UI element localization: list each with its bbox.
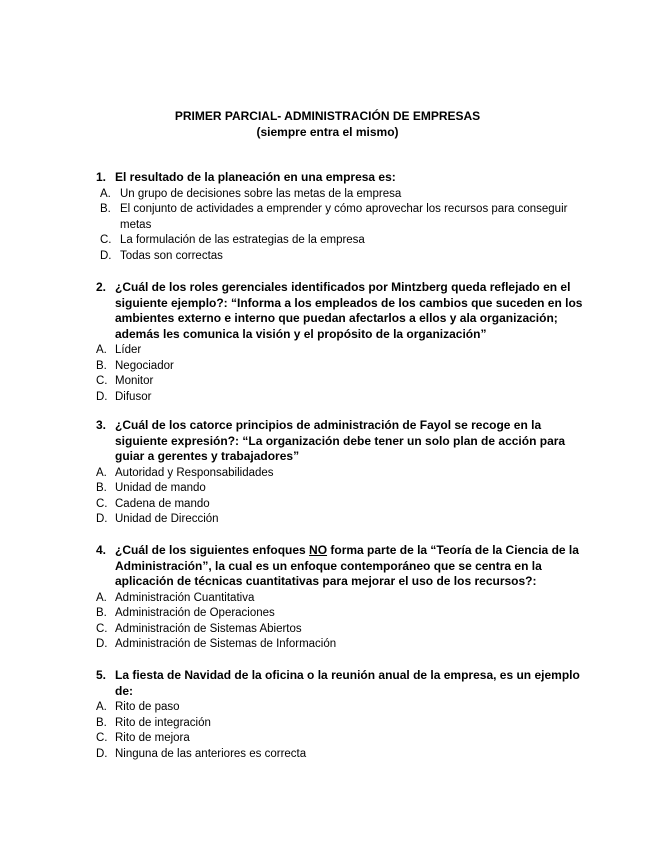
question-number: 3. bbox=[96, 418, 107, 432]
option-letter: B. bbox=[96, 716, 107, 729]
question-3 bbox=[96, 418, 586, 528]
option-text: Administración de Sistemas de Información bbox=[115, 638, 337, 650]
page-subtitle: (siempre entra el mismo) bbox=[256, 125, 399, 139]
question-number: 1. bbox=[96, 170, 107, 184]
option-text: Administración de Operaciones bbox=[115, 607, 275, 619]
question-4 bbox=[96, 543, 586, 653]
option-letter: B. bbox=[96, 359, 107, 372]
question-stem bbox=[96, 280, 586, 342]
option-d bbox=[0, 512, 586, 528]
page-title: PRIMER PARCIAL- ADMINISTRACIÓN DE EMPRESAS bbox=[174, 109, 481, 123]
option-text: Administración de Sistemas Abiertos bbox=[115, 622, 302, 635]
option-letter: D. bbox=[100, 249, 112, 262]
option-letter: D. bbox=[96, 513, 108, 525]
option-letter: C. bbox=[96, 732, 108, 744]
option-b bbox=[0, 716, 586, 732]
option-text: Un grupo de decisiones sobre las metas de la empresa bbox=[120, 187, 402, 200]
question-stem bbox=[96, 170, 586, 186]
option-text: Rito de paso bbox=[115, 701, 180, 713]
question-stem bbox=[96, 418, 586, 465]
option-d bbox=[0, 390, 586, 406]
option-letter: B. bbox=[96, 607, 107, 619]
option-letter: A. bbox=[100, 187, 111, 200]
question-5 bbox=[96, 668, 586, 762]
question-number: 5. bbox=[96, 668, 107, 682]
question-text-part: forma parte de la “Teoría de la Ciencia de la Administración”, la cual es un enfoque contemporáneo que se centra en la aplicación de técnicas cuantitativas para mejorar el uso de los recursos?: bbox=[115, 543, 579, 588]
option-text: Unidad de mando bbox=[115, 482, 206, 494]
option-letter: C. bbox=[96, 622, 108, 635]
option-text: El conjunto de actividades a emprender y cómo aprovechar los recursos para conseguir metas bbox=[120, 203, 568, 231]
option-text: Ninguna de las anteriores es correcta bbox=[115, 747, 307, 760]
option-text: Rito de integración bbox=[115, 716, 211, 729]
option-letter: D. bbox=[96, 747, 108, 760]
option-d bbox=[0, 747, 586, 763]
question-text: La fiesta de Navidad de la oficina o la reunión anual de la empresa, es un ejemplo de: bbox=[115, 668, 580, 698]
option-text: Unidad de Dirección bbox=[115, 513, 219, 525]
option-text: Rito de mejora bbox=[115, 732, 190, 744]
question-1 bbox=[96, 170, 586, 264]
option-c bbox=[0, 731, 586, 747]
option-a bbox=[0, 591, 586, 607]
option-b bbox=[96, 202, 586, 233]
option-c bbox=[0, 374, 586, 390]
option-text: Autoridad y Responsabilidades bbox=[115, 466, 274, 479]
option-text: Cadena de mando bbox=[115, 497, 210, 510]
option-letter: A. bbox=[96, 344, 107, 356]
question-text bbox=[115, 543, 579, 588]
question-stem bbox=[96, 668, 586, 699]
option-d bbox=[0, 637, 586, 653]
option-text: Negociador bbox=[115, 359, 174, 372]
option-letter: B. bbox=[96, 482, 107, 494]
question-text: El resultado de la planeación en una empresa es: bbox=[115, 170, 396, 184]
option-text: Monitor bbox=[115, 375, 154, 387]
question-text: ¿Cuál de los catorce principios de administración de Fayol se recoge en la siguiente expresión?: “La organización debe tener un solo plan de acción para guiar a gerentes y trabajadores” bbox=[115, 418, 566, 463]
question-text: ¿Cuál de los roles gerenciales identificados por Mintzberg queda reflejado en el siguiente ejemplo?: “Informa a los empleados de los cambios que suceden en los ambientes externo e interno que puedan afectarlos a ellos y ala organización; además les comunica la visión y el propósito de la organización” bbox=[115, 280, 583, 341]
option-d bbox=[96, 249, 586, 265]
option-text: La formulación de las estrategias de la empresa bbox=[120, 234, 365, 246]
option-letter: A. bbox=[96, 701, 107, 713]
question-2 bbox=[96, 280, 586, 405]
option-text: Líder bbox=[115, 344, 142, 356]
question-number: 2. bbox=[96, 280, 107, 294]
option-c bbox=[96, 233, 586, 249]
question-stem bbox=[96, 543, 586, 590]
question-text-part: ¿Cuál de los siguientes enfoques bbox=[115, 543, 310, 557]
option-b bbox=[0, 481, 586, 497]
option-a bbox=[0, 343, 586, 359]
emphasis-no: NO bbox=[309, 543, 328, 557]
option-letter: C. bbox=[96, 497, 108, 510]
option-letter: C. bbox=[100, 234, 112, 246]
option-letter: A. bbox=[96, 466, 107, 479]
option-a bbox=[0, 700, 586, 716]
option-a bbox=[96, 187, 586, 203]
option-letter: C. bbox=[96, 375, 108, 387]
option-letter: D. bbox=[96, 638, 108, 650]
option-c bbox=[0, 622, 586, 638]
option-a bbox=[0, 466, 586, 482]
option-letter: A. bbox=[96, 591, 107, 604]
option-b bbox=[0, 359, 586, 375]
option-text: Administración Cuantitativa bbox=[115, 591, 255, 604]
option-text: Todas son correctas bbox=[120, 249, 223, 262]
option-c bbox=[0, 497, 586, 513]
question-number: 4. bbox=[96, 543, 107, 557]
option-letter: D. bbox=[96, 390, 108, 403]
option-letter: B. bbox=[100, 203, 111, 215]
option-b bbox=[0, 606, 586, 622]
option-text: Difusor bbox=[115, 390, 152, 403]
